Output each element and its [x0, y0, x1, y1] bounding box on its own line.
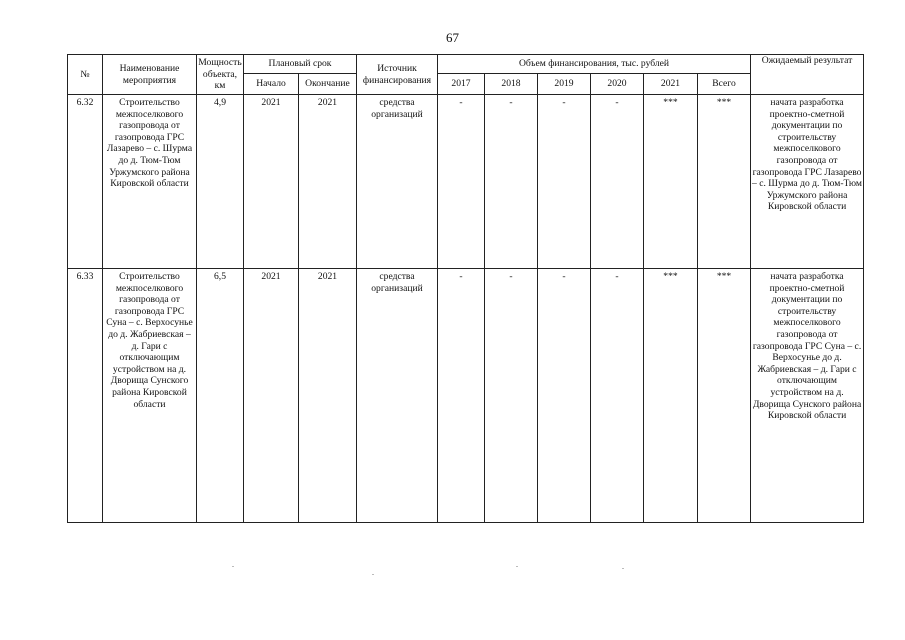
row-result: начата разработка проектно-сметной документации по строительству межпоселкового газопровода от газопровода ГРС Лазарево – с. Шурма до д. Тюм-Тюм Уржумского района Кировской области	[751, 95, 864, 269]
header-year-2017: 2017	[438, 74, 485, 95]
header-total: Всего	[698, 74, 751, 95]
row-total: ***	[698, 95, 751, 269]
page-number: 67	[446, 30, 459, 45]
row-name: Строительство межпоселкового газопровода от газопровода ГРС Суна – с. Верхосунье до д. Жабриевская – д. Гари с отключающим устройством на д. Дворища Сунского района Кировской области	[103, 269, 197, 523]
row-total: ***	[698, 269, 751, 523]
row-2020: -	[591, 95, 644, 269]
table-row	[68, 95, 864, 269]
row-number: 6.33	[68, 269, 103, 523]
scan-speck	[516, 566, 518, 567]
header-year-2021: 2021	[644, 74, 698, 95]
row-capacity: 4,9	[197, 95, 244, 269]
row-2019: -	[538, 269, 591, 523]
row-2021: ***	[644, 95, 698, 269]
row-start: 2021	[244, 269, 299, 523]
row-source: средства организаций	[357, 95, 438, 269]
header-number: №	[68, 55, 103, 95]
scan-speck	[232, 566, 234, 567]
row-end: 2021	[299, 269, 357, 523]
scan-speck	[622, 568, 624, 569]
row-2018: -	[485, 269, 538, 523]
header-financing: Объем финансирования, тыс. рублей	[438, 55, 751, 74]
row-number: 6.32	[68, 95, 103, 269]
header-name: Наименование мероприятия	[103, 55, 197, 95]
row-2017: -	[438, 95, 485, 269]
row-name: Строительство межпоселкового газопровода от газопровода ГРС Лазарево – с. Шурма до д. Тюм-Тюм Уржумского района Кировской области	[103, 95, 197, 269]
row-start: 2021	[244, 95, 299, 269]
header-source: Источник финансирования	[357, 55, 438, 95]
header-result: Ожидаемый результат	[751, 55, 864, 95]
scan-speck	[372, 574, 374, 575]
header-year-2020: 2020	[591, 74, 644, 95]
row-source: средства организаций	[357, 269, 438, 523]
financing-table	[67, 54, 864, 523]
row-2019: -	[538, 95, 591, 269]
row-2018: -	[485, 95, 538, 269]
header-capacity: Мощность объекта, км	[197, 55, 244, 95]
header-planned-term: Плановый срок	[244, 55, 357, 74]
header-year-2019: 2019	[538, 74, 591, 95]
header-end: Окончание	[299, 74, 357, 95]
header-start: Начало	[244, 74, 299, 95]
row-2017: -	[438, 269, 485, 523]
table-row	[68, 269, 864, 523]
row-2021: ***	[644, 269, 698, 523]
row-capacity: 6,5	[197, 269, 244, 523]
row-2020: -	[591, 269, 644, 523]
row-end: 2021	[299, 95, 357, 269]
row-result: начата разработка проектно-сметной документации по строительству межпоселкового газопровода от газопровода ГРС Суна – с. Верхосунье до д. Жабриевская – д. Гари с отключающим устройством на д. Дворища Сунского района Кировской области	[751, 269, 864, 523]
header-year-2018: 2018	[485, 74, 538, 95]
